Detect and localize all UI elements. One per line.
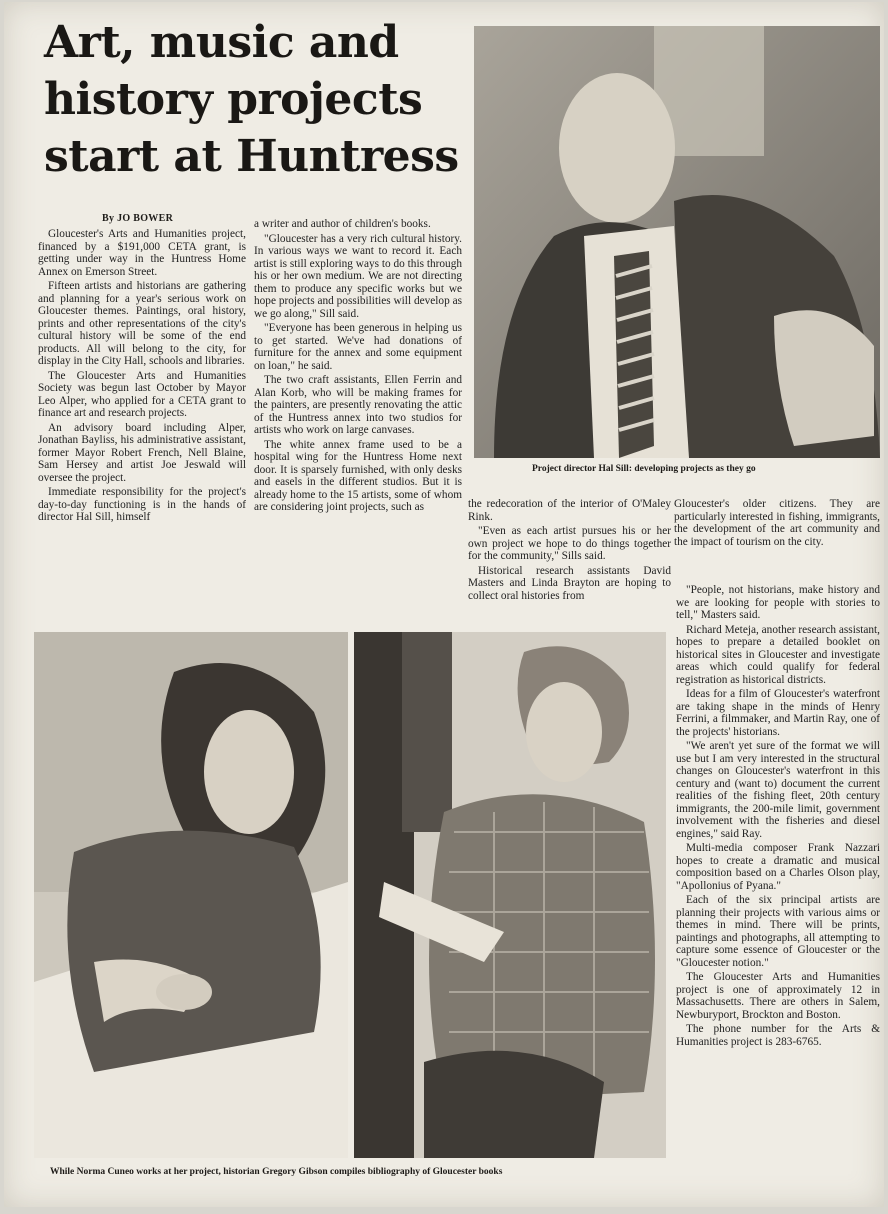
col4-paragraph: Multi-media composer Frank Nazzari hopes to create a dramatic and musical composition based on a Charles Olson play, "Apollonius of Pyana." — [676, 842, 880, 892]
col2-paragraph: "Gloucester has a very rich cultural history. In various ways we want to record it. Each artist is still exploring ways to do this through his or her own medium. We are not directing them to produce any specific works but we hope projects and possibilities will develop as we go along," Sill said. — [254, 232, 462, 320]
photo-norma-cuneo — [34, 632, 348, 1158]
col4-paragraph: "People, not historians, make history and we are looking for people with stories to tell," Masters said. — [676, 584, 880, 621]
col4-paragraph: Richard Meteja, another research assistant, hopes to prepare a detailed booklet on historical sites in Gloucester and investigate areas which could qualify for federal registration as historical districts. — [676, 623, 880, 686]
newspaper-page — [4, 2, 884, 1207]
caption-top-photo: Project director Hal Sill: developing projects as they go — [532, 464, 756, 474]
col2-paragraph: The two craft assistants, Ellen Ferrin and Alan Korb, who will be making frames for the painters, are presently renovating the attic of the Huntress annex into two studios for artists who work on large canvases. — [254, 374, 462, 436]
article-column-4-bottom — [676, 584, 880, 1192]
col4-paragraph: "We aren't yet sure of the format we will use but I am very interested in the structural changes on Gloucester's waterfront in this century and (want to) document the current realities of the fishing fleet, 20th century immigrants, the 200-mile limit, government involvement with the fisheries and diesel engines," said Ray. — [676, 740, 880, 840]
headline: Art, music and history projects start at Huntress — [44, 17, 459, 182]
article-column-3 — [468, 498, 671, 626]
col4-paragraph: Ideas for a film of Gloucester's waterfront are taking shape in the minds of Henry Ferrini, a filmmaker, and Martin Ray, one of the projects' historians. — [676, 688, 880, 738]
col1-paragraph: Gloucester's Arts and Humanities project, financed by a $191,000 CETA grant, is getting under way in the Huntress Home Annex on Emerson Street. — [38, 228, 246, 278]
col2-paragraph: "Everyone has been generous in helping us to get started. We've had donations of furniture for the annex and some equipment on loan," he said. — [254, 322, 462, 372]
caption-bottom-photos: While Norma Cuneo works at her project, historian Gregory Gibson compiles bibliography of Gloucester books — [50, 1167, 503, 1177]
col4-paragraph: Each of the six principal artists are planning their projects with various aims or themes in mind. There will be prints, paintings and photographs, all attempting to capture some essence of Gloucester or the "Gloucester notion." — [676, 894, 880, 969]
col4-paragraph: The phone number for the Arts & Humanities project is 283-6765. — [676, 1023, 880, 1048]
article-column-2 — [254, 218, 462, 622]
byline: By JO BOWER — [102, 213, 174, 224]
col1-paragraph: Fifteen artists and historians are gathering and planning for a year's serious work on Gloucester themes. Paintings, oral history, prints and other representations of the city's cultural history will be some of the end products. All will belong to the city, for display in the City Hall, schools and libraries. — [38, 280, 246, 367]
col1-paragraph: Immediate responsibility for the project's day-to-day functioning is in the hands of director Hal Sill, himself — [38, 486, 246, 523]
photo-gregory-gibson — [354, 632, 666, 1158]
col3-paragraph: "Even as each artist pursues his or her own project we hope to do things together for the community," Sills said. — [468, 525, 671, 562]
col4-paragraph: Gloucester's older citizens. They are particularly interested in fishing, immigrants, the development of the art community and the impact of tourism on the city. — [674, 498, 880, 548]
col3-paragraph: the redecoration of the interior of O'Maley Rink. — [468, 498, 671, 523]
article-column-4-top — [674, 498, 880, 574]
col2-paragraph: The white annex frame used to be a hospital wing for the Huntress Home next door. It is sparsely furnished, with only desks and easels in the different studios. But it is already home to the 15 artists, some of whom are considering joint projects, such as — [254, 438, 462, 513]
article-column-1 — [38, 228, 246, 622]
photo-hal-sill — [474, 26, 880, 458]
col1-paragraph: The Gloucester Arts and Humanities Society was begun last October by Mayor Leo Alper, who applied for a CETA grant to finance art and research projects. — [38, 369, 246, 419]
col1-paragraph: An advisory board including Alper, Jonathan Bayliss, his administrative assistant, former Mayor Robert French, Nell Blaine, Sam Hersey and artist Joe Jeswald will oversee the project. — [38, 421, 246, 484]
col4-paragraph: The Gloucester Arts and Humanities project is one of approximately 12 in Massachusetts. There are others in Salem, Newburyport, Brockton and Boston. — [676, 971, 880, 1021]
col3-paragraph: Historical research assistants David Masters and Linda Brayton are hoping to collect oral histories from — [468, 564, 671, 602]
col2-paragraph: a writer and author of children's books. — [254, 218, 431, 230]
